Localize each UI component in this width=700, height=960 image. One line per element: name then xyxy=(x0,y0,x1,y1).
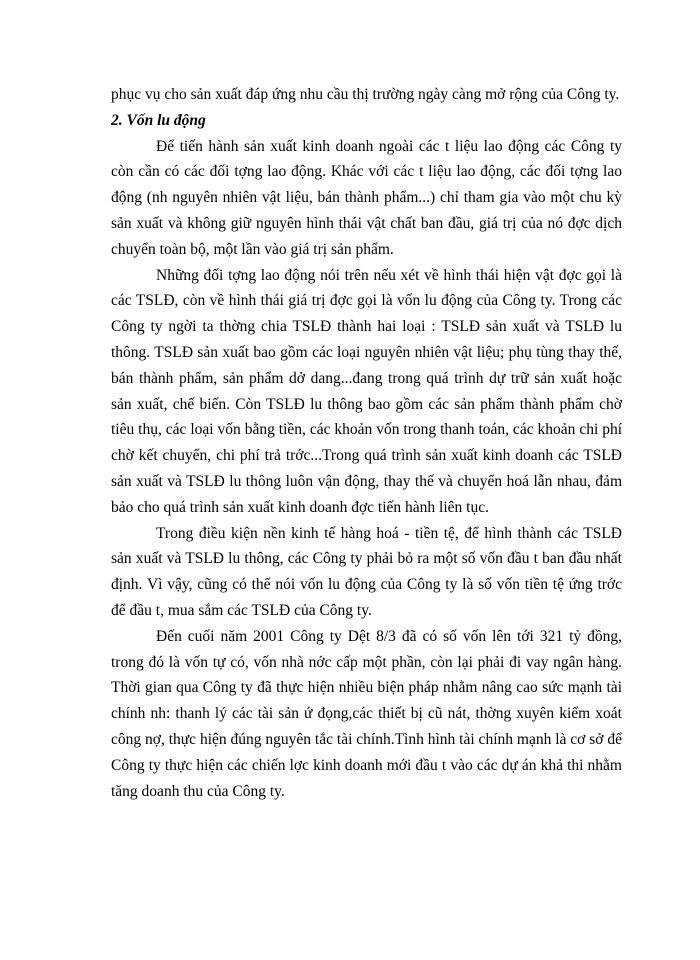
body-paragraph: Đến cuối năm 2001 Công ty Dệt 8/3 đã có số vốn lên tới 321 tỷ đồng, trong đó là vốn tự có, vốn nhà nớc cấp một phần, còn lại phải đi vay ngân hàng. Thời gian qua Công ty đã thực hiện nhiều biện pháp nhằm nâng cao sức mạnh tài chính nh: thanh lý các tài sản ứ đọng,các thiết bị cũ nát, thờng xuyên kiểm xoát công nợ, thực hiện đúng nguyên tắc tài chính.Tình hình tài chính mạnh là cơ sở để Công ty thực hiện các chiến lợc kinh doanh mới đầu t vào các dự án khả thi nhằm tăng doanh thu của Công ty. xyxy=(111,627,622,800)
body-paragraph: Trong điều kiện nền kinh tế hàng hoá - tiền tệ, để hình thành các TSLĐ sản xuất và TSLĐ lu thông, các Công ty phải bỏ ra một số vốn đầu t ban đầu nhất định. Vì vậy, cũng có thể nói vốn lu động của Công ty là số vốn tiền tệ ứng trớc để đầu t, mua sắm các TSLĐ của Công ty. xyxy=(111,524,622,619)
document-body xyxy=(111,82,622,804)
body-paragraph: Để tiến hành sản xuất kinh doanh ngoài các t liệu lao động các Công ty còn cần có các đối tợng lao động. Khác với các t liệu lao động, các đối tợng lao động (nh nguyên nhiên vật liệu, bán thành phẩm...) chỉ tham gia vào một chu kỳ sản xuất và không giữ nguyên hình thái vật chất ban đầu, giá trị của nó đợc dịch chuyển toàn bộ, một lần vào giá trị sản phẩm. xyxy=(111,137,622,258)
section-heading: 2. Vốn lu động xyxy=(111,111,206,129)
continuation-paragraph: phục vụ cho sản xuất đáp ứng nhu cầu thị trường ngày càng mở rộng của Công ty. xyxy=(111,86,620,103)
body-paragraph: Những đối tợng lao động nói trên nếu xét về hình thái hiện vật đợc gọi là các TSLĐ, còn về hình thái giá trị đợc gọi là vốn lu động của Công ty. Trong các Công ty ngời ta thờng chia TSLĐ thành hai loại : TSLĐ sản xuất và TSLĐ lu thông. TSLĐ sản xuất bao gồm các loại nguyên nhiên vật liệu; phụ tùng thay thế, bán thành phẩm, sản phẩm dở dang...đang trong quá trình dự trữ sản xuất hoặc sản xuất, chế biến. Còn TSLĐ lu thông bao gồm các sản phẩm thành phẩm chờ tiêu thụ, các loại vốn bằng tiền, các khoản vốn trong thanh toán, các khoản chi phí chờ kết chuyển, chi phí trả trớc...Trong quá trình sản xuất kinh doanh các TSLĐ sản xuất và TSLĐ lu thông luôn vận động, thay thế và chuyển hoá lẫn nhau, đảm bảo cho quá trình sản xuất kinh doanh đợc tiến hành liên tục. xyxy=(111,266,622,516)
